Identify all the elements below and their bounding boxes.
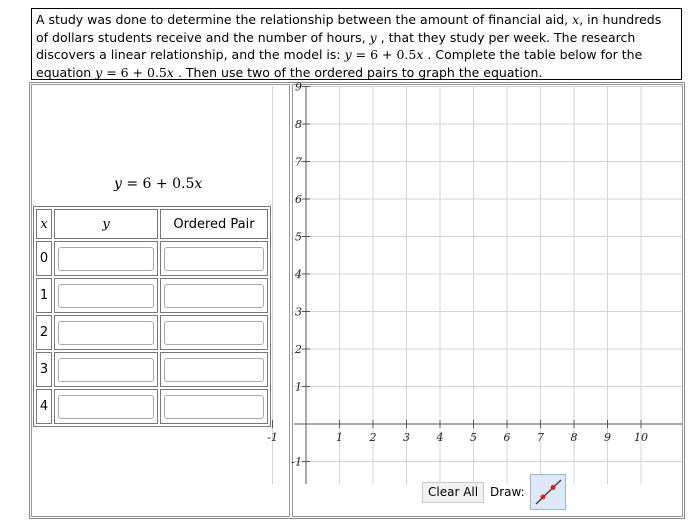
model2-rhs: = 6 + 0.5 [106,64,167,80]
y-tick-label: 8 [295,118,302,131]
x-value: 3 [36,352,52,387]
x-tick-label: 9 [604,431,611,444]
equation-rhs: = 6 + 0.5 [126,176,195,192]
y-tick-label: 2 [295,343,302,356]
y-tick-label: 4 [295,268,302,281]
draw-label: Draw: [490,485,525,499]
y-tick-label: 9 [295,80,302,94]
y-tick-label: 6 [295,193,302,206]
model2-x: x [166,64,174,80]
problem-text-5: . Then use two of the ordered pairs to graph the equation. [177,64,543,80]
var-y: y [369,29,377,45]
line-draw-icon [531,475,565,509]
y-tick-label: 3 [295,305,302,319]
equation-x: x [194,176,203,192]
x-tick-label: 10 [634,431,648,444]
x-tick-label: 2 [369,431,377,444]
x-tick-label: 6 [503,431,511,444]
x-value: 2 [36,315,52,350]
x-value: 4 [36,389,52,424]
y-tick-label: 1 [295,380,302,394]
y-tick-label: -1 [291,455,302,469]
x-tick-label: 7 [537,431,544,444]
header-ordered-pair: Ordered Pair [160,209,268,239]
y-tick-label: 5 [295,230,302,244]
x-tick-label: 3 [403,431,410,444]
model-rhs: = 6 + 0.5 [355,47,417,62]
clear-all-button[interactable]: Clear All [422,482,484,503]
equation-y: y [114,176,122,192]
x-tick-label: -1 [267,431,278,444]
axes [273,86,683,484]
model-x: x [416,47,424,62]
x-value: 0 [36,241,52,276]
x-tick-label: 4 [436,431,444,444]
problem-text-1: A study was done to determine the relationship between the amount of financial aid, [36,12,569,27]
x-tick-label: 5 [470,431,477,444]
problem-text-3: , that they study per week. The research discovers a linear relationship, and the model is: [36,29,636,62]
problem-text-4: . Complete the table below for the equation [36,47,643,80]
problem-text-2: , in hundreds of dollars students receive and the number of hours, [36,12,662,45]
header-y: y [54,209,158,239]
draw-line-tool-button[interactable] [530,474,566,510]
header-x: x [36,209,52,239]
model-y: y [344,47,352,62]
model2-y: y [95,64,103,80]
var-x: x [572,12,580,27]
x-value: 1 [36,278,52,313]
y-tick-label: 7 [295,155,302,169]
x-tick-label: 1 [336,431,343,444]
x-tick-label: 8 [570,431,578,444]
